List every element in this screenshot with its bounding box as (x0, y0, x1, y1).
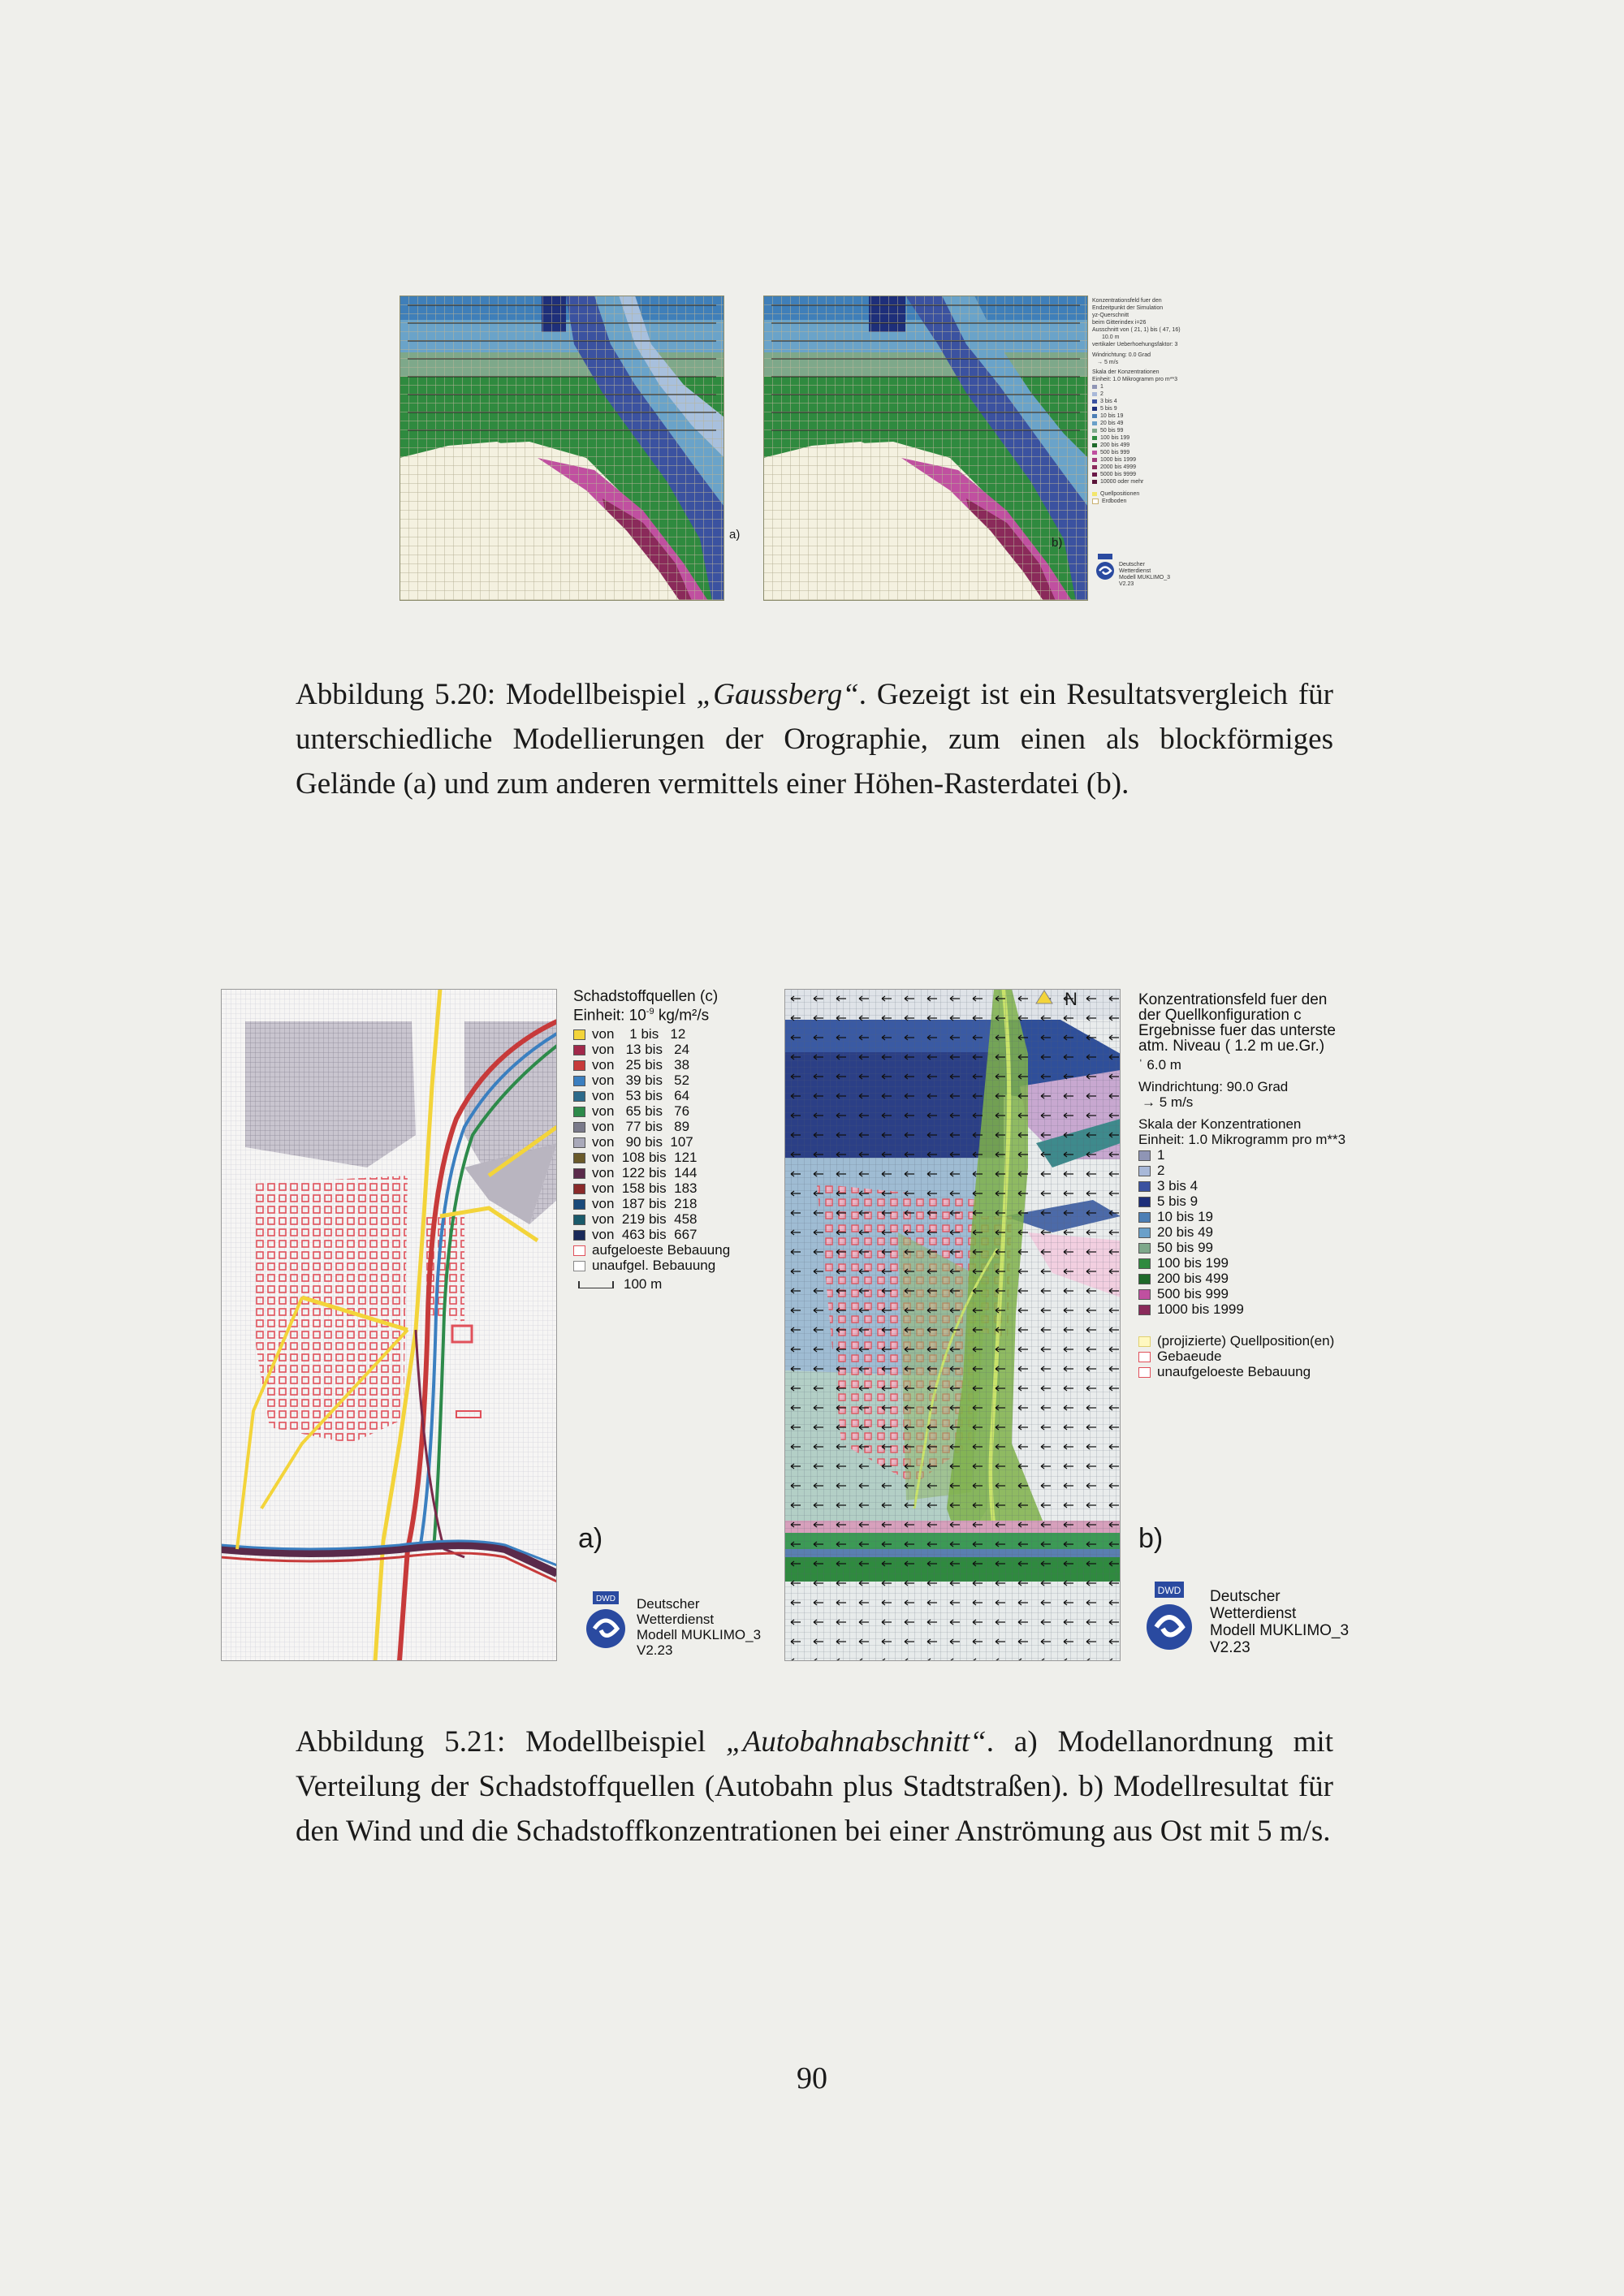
fig520-legend-item: 500 bis 999 (1092, 449, 1275, 456)
fig520-panel-a-label: a) (729, 528, 741, 542)
north-label: N (1065, 989, 1078, 1009)
fig521-left-legend-item: von 463 bis 667 (573, 1227, 809, 1242)
fig521-right-legend-item: 1000 bis 1999 (1138, 1301, 1406, 1317)
fig520-legend-title-6: 10.0 m (1102, 334, 1120, 340)
dwd-logo-text: DWD (596, 1595, 615, 1603)
fig521-right-legend-item: 10 bis 19 (1138, 1209, 1406, 1224)
fig521-right-dwd-logo (1143, 1582, 1195, 1655)
dwd-text-line: Deutscher (1210, 1588, 1281, 1605)
fig521-left-legend (573, 989, 809, 1292)
fig520-legend-item: 5000 bis 9999 (1092, 471, 1275, 478)
fig521-panel-a-map (221, 989, 557, 1661)
fig520-legend-item: 3 bis 4 (1092, 398, 1275, 405)
dwd-text-line: V2.23 (1210, 1639, 1250, 1656)
fig521-left-legend-item: von 158 bis 183 (573, 1180, 809, 1196)
dwd-logo-icon (585, 1591, 627, 1650)
dwd-logo-icon (1095, 554, 1116, 581)
fig521-right-legend-title-3: Ergebnisse fuer das unterste (1138, 1022, 1336, 1039)
fig520-legend-item: 5 bis 9 (1092, 405, 1275, 412)
fig521-right-legend (1138, 992, 1406, 1379)
fig520-dwd-logo (1095, 554, 1116, 585)
fig520-legend-title-7: vertikaler Ueberhoehungsfaktor: 3 (1092, 342, 1178, 347)
fig521-left-legend-title: Schadstoffquellen (c) (573, 988, 719, 1005)
fig520-legend-wind-speed: → 5 m/s (1097, 360, 1119, 365)
fig521-left-legend-item: von 53 bis 64 (573, 1088, 809, 1103)
fig521-panel-a-label: a) (578, 1523, 603, 1554)
fig520-legend-title-5: Ausschnitt von ( 21, 1) bis ( 47, 16) (1092, 327, 1181, 333)
page-number: 90 (797, 2061, 827, 2095)
fig521-right-dwd-text (1210, 1588, 1349, 1656)
fig521-left-legend-item: von 39 bis 52 (573, 1072, 809, 1088)
fig520-legend-scale-unit: Einheit: 1.0 Mikrogramm pro m**3 (1092, 377, 1178, 382)
fig520-panel-b (763, 296, 1088, 601)
fig521-panel-b-map (784, 989, 1121, 1661)
caption-text: . Gezeigt ist ein Resultatsvergleich für unterschiedliche Modellierungen der Orographie, zum einen als blockförmiges Gelände (a) und zum anderen vermittels einer Höhen-Rasterdatei (b). (296, 678, 1333, 801)
fig520-legend-item: 100 bis 199 (1092, 434, 1275, 442)
fig521-left-legend-item: von 13 bis 24 (573, 1042, 809, 1057)
fig520-legend-item: 1000 bis 1999 (1092, 456, 1275, 464)
fig521-left-legend-item: von 90 bis 107 (573, 1134, 809, 1150)
fig521-right-legend-item: 500 bis 999 (1138, 1286, 1406, 1301)
fig521-left-legend-extra: aufgeloeste Bebauung (573, 1242, 809, 1258)
fig520-panel-b-label: b) (1052, 536, 1063, 550)
fig520-legend (1092, 297, 1275, 505)
caption-label: Abbildung 5.21: Modellbeispiel (296, 1725, 727, 1759)
fig521-panel-b-label: b) (1138, 1523, 1164, 1554)
fig520-caption (296, 672, 1333, 806)
dwd-text-line: Wetterdienst (1119, 568, 1151, 574)
figure-5-20 (398, 292, 1275, 601)
caption-label: Abbildung 5.20: Modellbeispiel (296, 678, 697, 711)
fig520-dwd-text (1119, 562, 1170, 588)
fig520-legend-title-1: Konzentrationsfeld fuer den (1092, 298, 1162, 304)
fig520-legend-title-2: Endzeitpunkt der Simulation (1092, 305, 1164, 311)
dwd-logo-text: DWD (1157, 1585, 1181, 1596)
fig521-right-legend-item: 3 bis 4 (1138, 1178, 1406, 1193)
fig521-left-legend-item: von 25 bis 38 (573, 1057, 809, 1072)
fig521-left-legend-extra: unaufgel. Bebauung (573, 1258, 809, 1273)
caption-name: „Gaussberg“ (696, 678, 859, 711)
fig520-legend-item: 50 bis 99 (1092, 427, 1275, 434)
fig520-legend-item: 10000 oder mehr (1092, 478, 1275, 486)
dwd-logo-icon (1143, 1582, 1195, 1651)
fig521-left-dwd-text (637, 1596, 761, 1658)
fig521-right-legend-item: 1 (1138, 1147, 1406, 1163)
fig521-right-legend-title-4: atm. Niveau ( 1.2 m ue.Gr.) (1138, 1038, 1325, 1055)
dwd-text-line: Deutscher (637, 1596, 700, 1612)
fig521-right-legend-extra: Gebaeude (1138, 1349, 1406, 1364)
fig521-right-wind: Windrichtung: 90.0 Grad (1138, 1079, 1289, 1094)
fig520-panel-a (400, 296, 724, 601)
fig521-right-legend-item: 2 (1138, 1163, 1406, 1178)
fig521-caption (296, 1720, 1333, 1854)
fig521-right-legend-item: 5 bis 9 (1138, 1193, 1406, 1209)
fig521-left-dwd-logo (585, 1591, 627, 1654)
dwd-text-line: Modell MUKLIMO_3 (637, 1627, 762, 1642)
fig521-left-legend-item: von 65 bis 76 (573, 1103, 809, 1119)
fig521-left-legend-item: von 1 bis 12 (573, 1026, 809, 1042)
fig521-right-legend-item: 20 bis 49 (1138, 1224, 1406, 1240)
fig520-legend-scale-title: Skala der Konzentrationen (1092, 369, 1160, 375)
caption-text: . a) Modellanordnung mit Verteilung der Schadstoffquellen (Autobahn plus Stadtstraßen). b) Modellresultat für den Wind und die Schadstoffkonzentrationen bei einer Anströmung aus Ost mit 5 m/s. (296, 1725, 1333, 1848)
fig521-right-scale-unit: Einheit: 1.0 Mikrogramm pro m**3 (1138, 1132, 1346, 1147)
fig520-legend-title-3: yz-Querschnitt (1092, 313, 1129, 318)
fig521-left-legend-item: von 187 bis 218 (573, 1196, 809, 1211)
fig520-legend-item: 200 bis 499 (1092, 442, 1275, 449)
fig521-right-height: ˈ 6.0 m (1138, 1057, 1181, 1072)
dwd-text-line: Modell MUKLIMO_3 (1210, 1622, 1350, 1639)
fig521-right-wind-speed: → 5 m/s (1142, 1094, 1194, 1110)
fig521-left-scale-bar: 100 m (573, 1276, 809, 1292)
fig521-right-legend-item: 50 bis 99 (1138, 1240, 1406, 1255)
fig520-legend-wind: Windrichtung: 0.0 Grad (1092, 352, 1151, 358)
dwd-text-line: Wetterdienst (1210, 1605, 1297, 1622)
fig520-legend-extra: Quellpositionen (1092, 490, 1275, 498)
fig521-right-legend-extra: (projizierte) Quellposition(en) (1138, 1333, 1406, 1349)
dwd-text-line: V2.23 (1119, 581, 1134, 587)
caption-name: „Autobahnabschnitt“ (726, 1725, 987, 1759)
dwd-text-line: V2.23 (637, 1642, 673, 1658)
fig521-left-legend-item: von 122 bis 144 (573, 1165, 809, 1180)
fig521-right-legend-item: 100 bis 199 (1138, 1255, 1406, 1271)
fig521-right-legend-title-1: Konzentrationsfeld fuer den (1138, 991, 1328, 1008)
dwd-text-line: Wetterdienst (637, 1612, 715, 1627)
fig521-right-legend-title-2: der Quellkonfiguration c (1138, 1007, 1302, 1024)
fig520-legend-item: 1 (1092, 383, 1275, 391)
fig520-legend-title-4: beim Gitterindex i=26 (1092, 320, 1147, 326)
fig521-right-legend-extra: unaufgeloeste Bebauung (1138, 1364, 1406, 1379)
fig521-left-legend-unit: Einheit: $10^{-9}$ kg/m²/s (573, 1007, 710, 1025)
fig520-legend-item: 2000 bis 4999 (1092, 464, 1275, 471)
fig521-right-legend-item: 200 bis 499 (1138, 1271, 1406, 1286)
fig521-right-scale-title: Skala der Konzentrationen (1138, 1116, 1302, 1132)
dwd-text-line: Modell MUKLIMO_3 (1119, 575, 1171, 580)
fig520-legend-item: 20 bis 49 (1092, 420, 1275, 427)
fig520-legend-item: 2 (1092, 391, 1275, 398)
dwd-text-line: Deutscher (1119, 562, 1145, 568)
fig521-left-legend-item: von 108 bis 121 (573, 1150, 809, 1165)
fig520-legend-extra: Erdboden (1092, 498, 1275, 505)
fig521-left-legend-item: von 77 bis 89 (573, 1119, 809, 1134)
scale-bar-icon (578, 1281, 614, 1288)
fig520-legend-item: 10 bis 19 (1092, 412, 1275, 420)
fig521-left-legend-item: von 219 bis 458 (573, 1211, 809, 1227)
